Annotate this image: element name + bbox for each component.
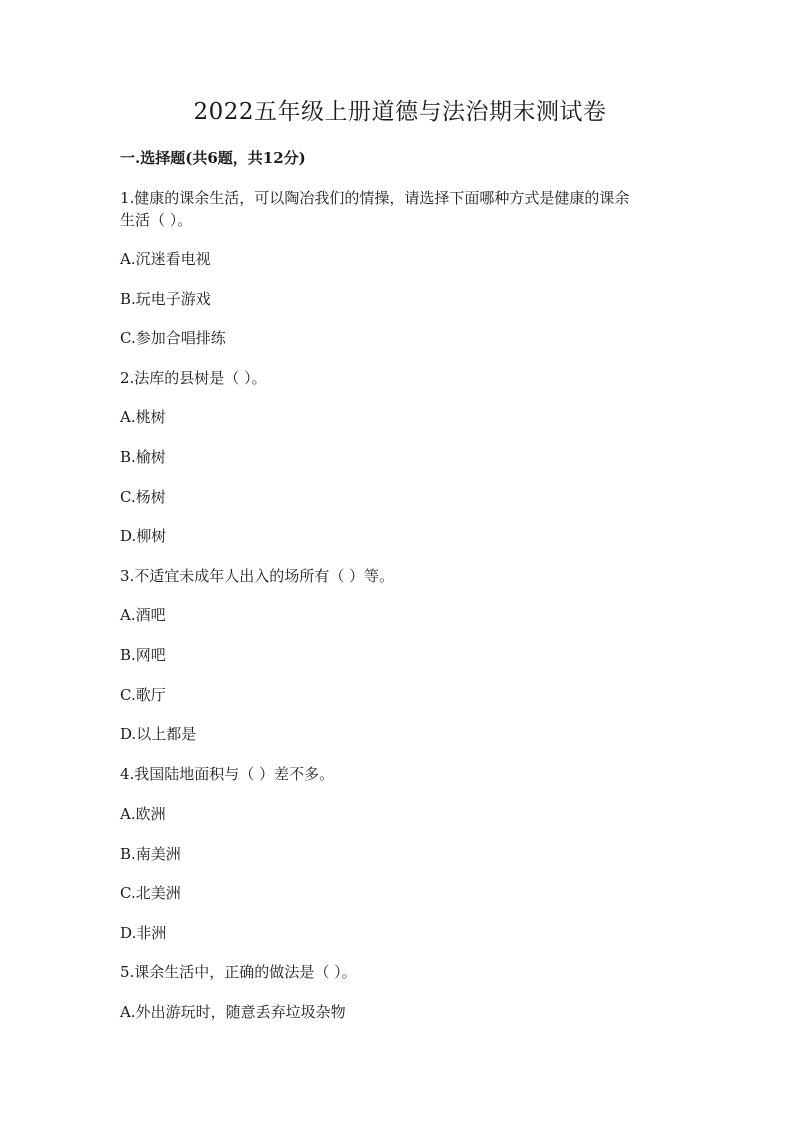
question-5-option-a: A.外出游玩时，随意丢弃垃圾杂物 <box>120 1003 346 1021</box>
question-4-option-c: C.北美洲 <box>120 884 181 902</box>
question-4-option-a: A.欧洲 <box>120 805 166 823</box>
question-2-option-d: D.柳树 <box>120 527 167 545</box>
question-3-option-d: D.以上都是 <box>120 725 197 743</box>
question-1-stem: 1.健康的课余生活，可以陶冶我们的情操，请选择下面哪种方式是健康的课余 <box>120 189 630 207</box>
question-3-option-a: A.酒吧 <box>120 606 166 624</box>
question-1-option-a: A.沉迷看电视 <box>120 250 211 268</box>
question-2-option-b: B.榆树 <box>120 448 166 466</box>
question-3-option-c: C.歌厅 <box>120 686 166 704</box>
question-3-option-b: B.网吧 <box>120 646 166 664</box>
question-2-option-c: C.杨树 <box>120 488 166 506</box>
question-4-option-d: D.非洲 <box>120 924 167 942</box>
question-4-option-b: B.南美洲 <box>120 845 181 863</box>
question-3-stem: 3.不适宜未成年人出入的场所有（ ）等。 <box>120 567 395 585</box>
question-2-option-a: A.桃树 <box>120 408 166 426</box>
question-2-stem: 2.法库的县树是（ ）。 <box>120 369 267 387</box>
section-heading: 一.选择题(共6题，共12分) <box>120 149 306 167</box>
question-1-option-b: B.玩电子游戏 <box>120 290 211 308</box>
question-1-option-c: C.参加合唱排练 <box>120 329 226 347</box>
question-4-stem: 4.我国陆地面积与（ ）差不多。 <box>120 765 335 783</box>
question-5-stem: 5.课余生活中，正确的做法是（ ）。 <box>120 963 357 981</box>
page-title: 2022五年级上册道德与法治期末测试卷 <box>193 99 607 125</box>
question-1-stem-continued: 生活（ ）。 <box>120 211 193 229</box>
